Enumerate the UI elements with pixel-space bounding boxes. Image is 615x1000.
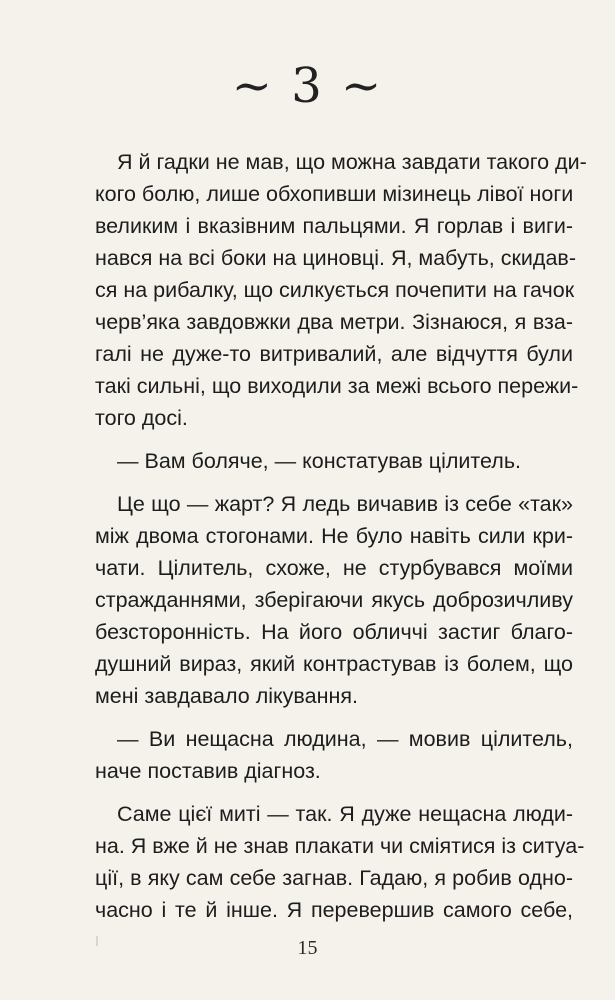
chapter-heading: ~ 3 ~	[231, 58, 384, 114]
text-line: ції, в яку сам себе загнав. Гадаю, я робив одно-	[95, 866, 573, 890]
text-line: великим і вказівним пальцями. Я горлав і виги-	[95, 214, 573, 238]
text-line: — Ви нещасна людина, — мовив цілитель,	[117, 727, 573, 751]
text-line: душний вираз, який контрастував із болем, що	[95, 652, 573, 676]
text-line: між двома стогонами. Не було навіть сили кри-	[95, 524, 573, 548]
text-line: Це що — жарт? Я ледь вичавив із себе «так»	[117, 492, 573, 516]
text-line: стражданнями, зберігаючи якусь доброзичливу	[95, 588, 573, 612]
text-line: Саме цієї миті — так. Я дуже нещасна люди-	[117, 802, 573, 826]
text-line: на. Я вже й не знав плакати чи сміятися із ситуа-	[95, 834, 585, 858]
body-text	[95, 146, 587, 926]
page-number: 15	[297, 937, 318, 959]
text-line: того досі.	[95, 406, 188, 430]
text-line: нався на всі боки на циновці. Я, мабуть, скидав-	[95, 246, 576, 270]
text-line: чати. Цілитель, схоже, не стурбувався моїми	[95, 556, 573, 580]
text-line: такі сильні, що виходили за межі всього пережи-	[95, 374, 579, 398]
text-line: мені завдавало лікування.	[95, 684, 358, 708]
text-line: ся на рибалку, що силкується почепити на гачок	[95, 278, 575, 302]
text-line: наче поставив діагноз.	[95, 759, 321, 783]
text-line: безсторонність. На його обличчі застиг благо-	[95, 620, 573, 644]
text-line: черв’яка завдовжки два метри. Зізнаюся, я вза-	[95, 310, 573, 334]
text-line: галі не дуже-то витривалий, але відчуття були	[95, 342, 573, 366]
text-line: кого болю, лише обхопивши мізинець лівої ноги	[95, 182, 574, 206]
text-line: — Вам боляче, — констатував цілитель.	[117, 449, 521, 473]
text-line: Я й гадки не мав, що можна завдати такого ди-	[117, 150, 587, 174]
text-line: часно і те й інше. Я перевершив самого себе,	[95, 898, 573, 922]
